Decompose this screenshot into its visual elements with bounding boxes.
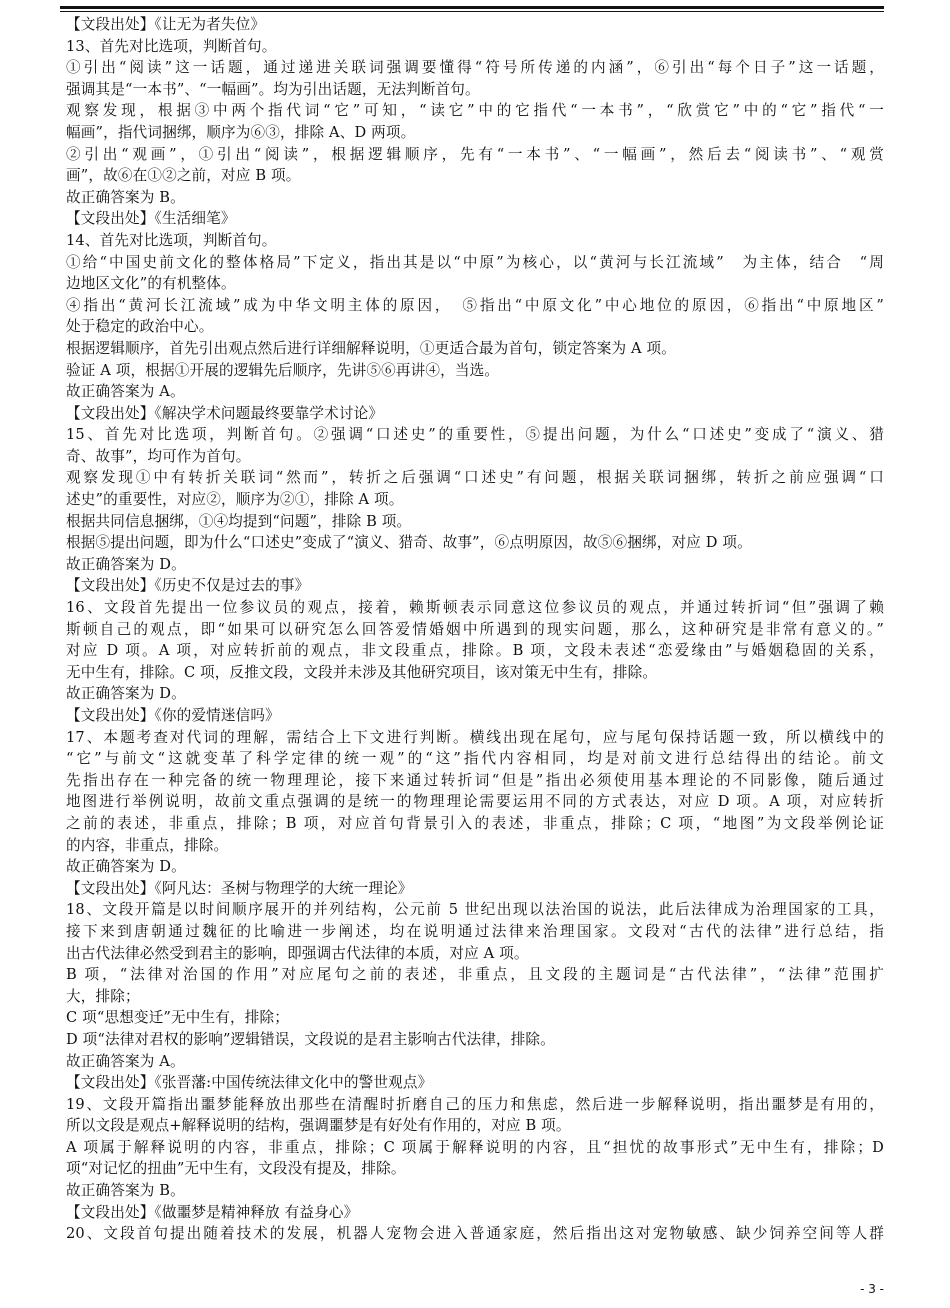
- text-line: 根据逻辑顺序，首先引出观点然后进行详细解释说明，①更适合最为首句，锁定答案为 A 项。: [66, 339, 677, 357]
- text-line: 19、文段开篇指出噩梦能释放出那些在清醒时折磨自己的压力和焦虑，然后进一步解释说明，指出噩梦是有用的，: [66, 1095, 884, 1113]
- text-line: 【文段出处】《历史不仅是过去的事》: [66, 577, 310, 595]
- text-line: 【文段出处】《阿凡达：圣树与物理学的大统一理论》: [66, 879, 413, 897]
- text-line: 故正确答案为 B。: [66, 1182, 185, 1200]
- text-line: 幅画”，指代词捆绑，顺序为⑥③，排除 A、D 两项。: [66, 123, 416, 141]
- text-line: 大，排除；: [66, 987, 140, 1005]
- text-line: 14、首先对比选项，判断首句。: [66, 231, 277, 249]
- text-line: 对应 D 项。A 项，对应转折前的观点，非文段重点，排除。B 项，文段未表述“恋爱缘由”与婚姻稳固的关系，: [66, 642, 884, 660]
- text-line: 根据共同信息捆绑，①④均提到“问题”，排除 B 项。: [66, 512, 412, 530]
- text-line: 故正确答案为 A。: [66, 383, 185, 401]
- text-line: 故正确答案为 A。: [66, 1052, 185, 1070]
- text-line: 地图进行举例说明，故前文重点强调的是统一的物理理论需要运用不同的方式表达，对应 D 项。A 项，对应转折: [66, 793, 884, 811]
- text-line: 13、首先对比选项，判断首句。: [66, 37, 277, 55]
- text-line: 故正确答案为 D。: [66, 555, 186, 573]
- text-line: D 项“法律对君权的影响”逻辑错误，文段说的是君主影响古代法律，排除。: [66, 1030, 555, 1048]
- text-line: 15、首先对比选项，判断首句。②强调“口述史”的重要性，⑤提出问题，为什么“口述史”变成了“演义、猎: [66, 426, 884, 444]
- text-line: 20、文段首句提出随着技术的发展，机器人宠物会进入普通家庭，然后指出这对宠物敏感、缺少饲养空间等人群: [66, 1225, 884, 1243]
- text-line: “它”与前文“这就变革了科学定律的统一观”的“这”指代内容相同，均是对前文进行总结得出的结论。前文: [66, 750, 884, 768]
- text-line: A 项属于解释说明的内容，非重点，排除；C 项属于解释说明的内容，且“担忧的故事形式”无中生有，排除；D: [66, 1138, 884, 1156]
- text-line: 奇、故事”，均可作为首句。: [66, 447, 251, 465]
- text-line: 故正确答案为 B。: [66, 188, 185, 206]
- text-line: 述史”的重要性，对应②，顺序为②①，排除 A 项。: [66, 491, 404, 509]
- text-line: 【文段出处】《解决学术问题最终要靠学术讨论》: [66, 404, 384, 422]
- text-line: 17、本题考查对代词的理解，需结合上下文进行判断。横线出现在尾句，应与尾句保持话题一致，所以横线中的: [66, 728, 884, 746]
- text-line: 边地区文化”的有机整体。: [66, 275, 236, 293]
- text-line: 【文段出处】《做噩梦是精神释放 有益身心》: [66, 1203, 359, 1221]
- text-line: ①给“中国史前文化的整体格局”下定义，指出其是以“中原”为核心，以“黄河与长江流域” 为主体，结合 “周: [66, 253, 884, 271]
- header-rule-thin: [60, 11, 884, 12]
- text-line: C 项“思想变迁”无中生有，排除；: [66, 1009, 289, 1027]
- text-line: 【文段出处】《张晋藩:中国传统法律文化中的警世观点》: [66, 1074, 433, 1092]
- text-line: 强调其是“一本书”、“一幅画”。均为引出话题，无法判断首句。: [66, 80, 480, 98]
- text-line: ①引出“阅读”这一话题，通过递进关联词强调要懂得“符号所传递的内涵”，⑥引出“每个日子”这一话题，: [66, 59, 884, 77]
- text-line: 的内容，非重点，排除。: [66, 836, 229, 854]
- page-number: - 3 -: [860, 1282, 884, 1296]
- text-line: 【文段出处】《生活细笔》: [66, 210, 236, 228]
- text-line: 出古代法律必然受到君主的影响，即强调古代法律的本质，对应 A 项。: [66, 944, 529, 962]
- answer-explanation-text: [66, 14, 884, 1245]
- text-line: 之前的表述，非重点，排除；B 项，对应首句背景引入的表述，非重点，排除；C 项，“地图”为文段举例论证: [66, 814, 884, 832]
- text-line: 16、文段首先提出一位参议员的观点，接着，赖斯顿表示同意这位参议员的观点，并通过转折词“但”强调了赖: [66, 599, 884, 617]
- text-line: 验证 A 项，根据①开展的逻辑先后顺序，先讲⑤⑥再讲④，当选。: [66, 361, 500, 379]
- text-line: 故正确答案为 D。: [66, 858, 186, 876]
- text-line: 先指出存在一种完备的统一物理理论，接下来通过转折词“但是”指出必须使用基本理论的不同影像，随后通过: [66, 771, 884, 789]
- text-line: 观察发现①中有转折关联词“然而”，转折之后强调“口述史”有问题，根据关联词捆绑，转折之前应强调“口: [66, 469, 884, 487]
- text-line: 画”，故⑥在①②之前，对应 B 项。: [66, 167, 301, 185]
- text-line: 18、文段开篇是以时间顺序展开的并列结构，公元前 5 世纪出现以法治国的说法，此后法律成为治理国家的工具，: [66, 901, 884, 919]
- text-line: 观察发现，根据③中两个指代词“它”可知，“读它”中的它指代“一本书”，“欣赏它”中的“它”指代“一: [66, 102, 884, 120]
- header-rule-thick: [60, 6, 884, 9]
- text-line: 处于稳定的政治中心。: [66, 318, 214, 336]
- text-line: ④指出“黄河长江流域”成为中华文明主体的原因， ⑤指出“中原文化”中心地位的原因，⑥指出“中原地区”: [66, 296, 884, 314]
- text-line: 故正确答案为 D。: [66, 685, 186, 703]
- text-line: B 项，“法律对治国的作用”对应尾句之前的表述，非重点，且文段的主题词是“古代法律”，“法律”范围扩: [66, 966, 884, 984]
- text-line: 所以文段是观点+解释说明的结构，强调噩梦是有好处有作用的，对应 B 项。: [66, 1117, 571, 1135]
- text-line: 项“对记忆的扭曲”无中生有，文段没有提及，排除。: [66, 1160, 406, 1178]
- text-line: 根据⑤提出问题，即为什么“口述史”变成了“演义、猎奇、故事”，⑥点明原因，故⑤⑥捆绑，对应 D 项。: [66, 534, 752, 552]
- text-line: 【文段出处】《让无为者失位》: [66, 16, 266, 33]
- text-line: 无中生有，排除。C 项，反推文段，文段并未涉及其他研究项目，该对策无中生有，排除。: [66, 663, 658, 681]
- text-line: 接下来到唐朝通过魏征的比喻进一步阐述，均在说明通过法律来治理国家。文段对“古代的法律”进行总结，指: [66, 922, 884, 940]
- text-line: 斯顿自己的观点，即“如果可以研究怎么回答爱情婚姻中所遇到的现实问题，那么，这种研究是非常有意义的。”: [66, 620, 884, 638]
- text-line: ②引出“观画”，①引出“阅读”，根据逻辑顺序，先有“一本书”、“一幅画”，然后去“阅读书”、“观赏: [66, 145, 884, 163]
- text-line: 【文段出处】《你的爱情迷信吗》: [66, 707, 280, 724]
